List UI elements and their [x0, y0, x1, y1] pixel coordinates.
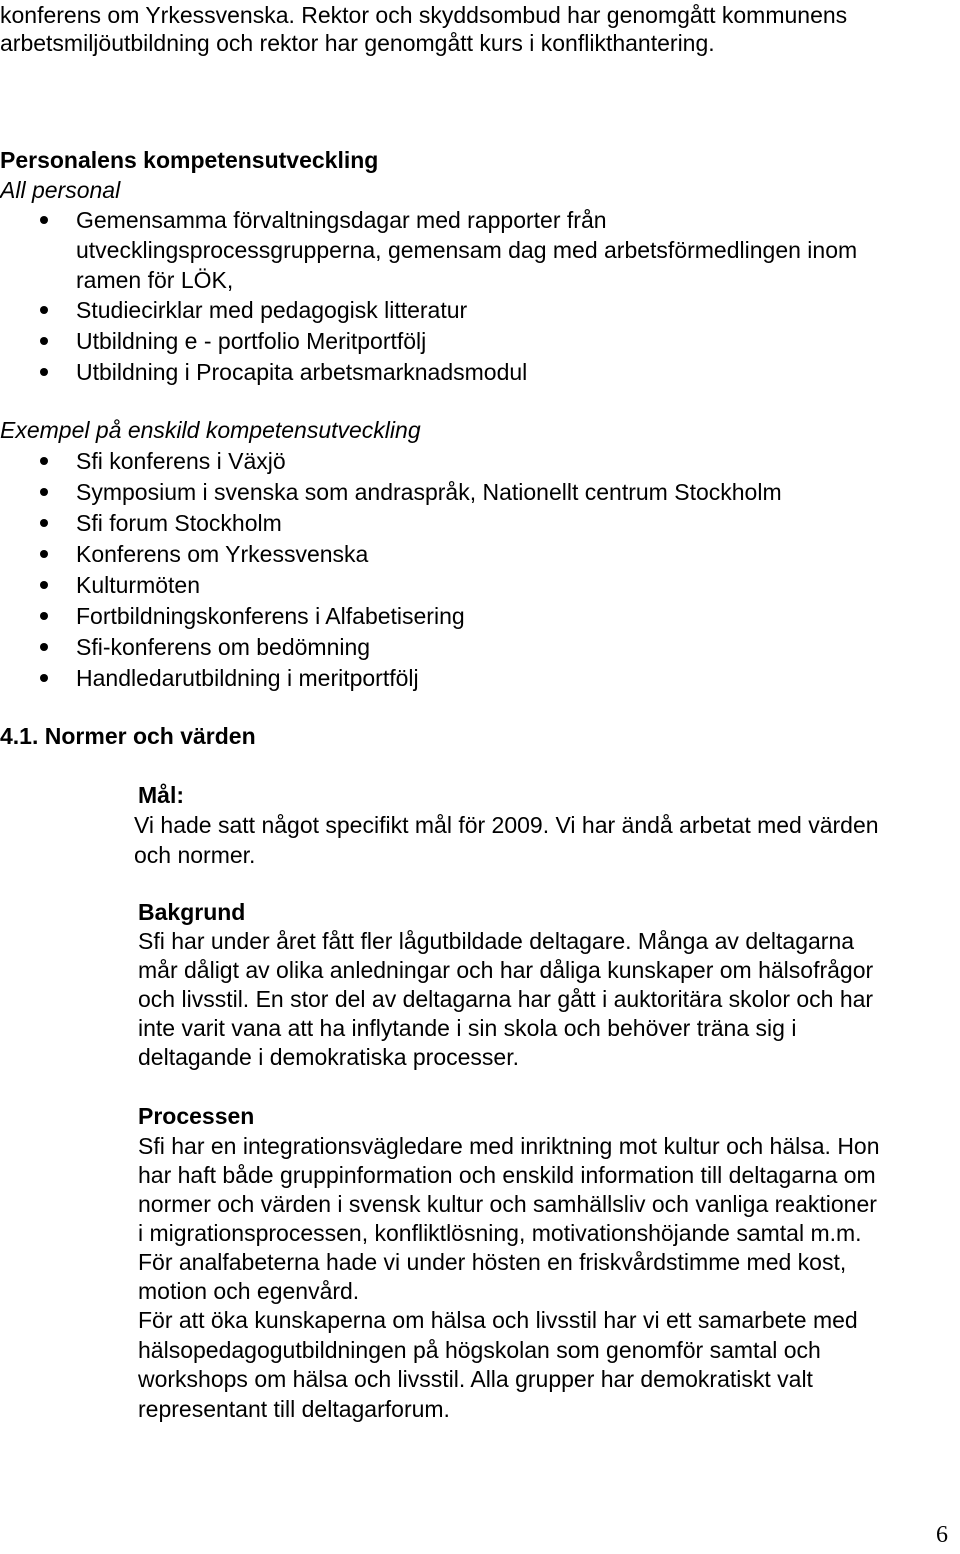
- list-item: Sfi-konferens om bedömning: [76, 634, 371, 660]
- bullet-icon: [40, 368, 48, 376]
- list-item: Fortbildningskonferens i Alfabetisering: [76, 603, 465, 629]
- process-label: Processen: [138, 1103, 255, 1129]
- list-item-continuation: ramen för LÖK,: [76, 267, 234, 293]
- goal-text-line: och normer.: [134, 842, 256, 868]
- background-text-line: deltagande i demokratiska processer.: [138, 1044, 519, 1070]
- goal-text-line: Vi hade satt något specifikt mål för 2009. Vi har ändå arbetat med värden: [134, 812, 879, 838]
- list-item: Handledarutbildning i meritportfölj: [76, 665, 419, 691]
- individual-subheading: Exempel på enskild kompetensutveckling: [0, 417, 421, 443]
- process-text-line: För analfabeterna hade vi under hösten en friskvårdstimme med kost,: [138, 1249, 847, 1275]
- background-text-line: mår dåligt av olika anledningar och har dåliga kunskaper om hälsofrågor: [138, 957, 874, 983]
- list-item: Utbildning i Procapita arbetsmarknadsmodul: [76, 359, 528, 385]
- bullet-icon: [40, 337, 48, 345]
- list-item: Gemensamma förvaltningsdagar med rapporter från: [76, 207, 607, 233]
- process-text-line: hälsopedagogutbildningen på högskolan som genomför samtal och: [138, 1337, 821, 1363]
- process-text-line: workshops om hälsa och livsstil. Alla grupper har demokratiskt valt: [138, 1366, 813, 1392]
- list-item: Konferens om Yrkessvenska: [76, 541, 369, 567]
- list-item: Sfi forum Stockholm: [76, 510, 282, 536]
- competence-heading: Personalens kompetensutveckling: [0, 147, 379, 173]
- background-text-line: Sfi har under året fått fler lågutbildade deltagare. Många av deltagarna: [138, 928, 855, 954]
- list-item: Kulturmöten: [76, 572, 201, 598]
- list-item: Utbildning e - portfolio Meritportfölj: [76, 328, 427, 354]
- bullet-icon: [40, 306, 48, 314]
- bullet-icon: [40, 550, 48, 558]
- process-text-line: representant till deltagarforum.: [138, 1396, 450, 1422]
- intro-line-2: arbetsmiljöutbildning och rektor har genomgått kurs i konflikthantering.: [0, 30, 715, 56]
- background-text-line: inte varit vana att ha inflytande i sin skola och behöver träna sig i: [138, 1015, 797, 1041]
- process-text-line: i migrationsprocessen, konfliktlösning, motivationshöjande samtal m.m.: [138, 1220, 862, 1246]
- background-label: Bakgrund: [138, 899, 246, 925]
- intro-line-1: konferens om Yrkessvenska. Rektor och skyddsombud har genomgått kommunens: [0, 2, 848, 28]
- process-text-line: motion och egenvård.: [138, 1278, 360, 1304]
- list-item: Sfi konferens i Växjö: [76, 448, 286, 474]
- list-item-continuation: utvecklingsprocessgrupperna, gemensam dag med arbetsförmedlingen inom: [76, 237, 858, 263]
- section-heading: 4.1. Normer och värden: [0, 723, 256, 749]
- page-number: 6: [936, 1522, 948, 1548]
- process-text-line: normer och värden i svensk kultur och samhällsliv och vanliga reaktioner: [138, 1191, 877, 1217]
- process-text-line: För att öka kunskaperna om hälsa och livsstil har vi ett samarbete med: [138, 1307, 858, 1333]
- bullet-icon: [40, 457, 48, 465]
- bullet-icon: [40, 519, 48, 527]
- goal-label: Mål:: [138, 782, 184, 808]
- bullet-icon: [40, 581, 48, 589]
- bullet-icon: [40, 674, 48, 682]
- all-staff-subheading: All personal: [0, 177, 121, 203]
- bullet-icon: [40, 612, 48, 620]
- bullet-icon: [40, 488, 48, 496]
- list-item: Studiecirklar med pedagogisk litteratur: [76, 297, 468, 323]
- background-text-line: och livsstil. En stor del av deltagarna har gått i auktoritära skolor och har: [138, 986, 874, 1012]
- bullet-icon: [40, 216, 48, 224]
- process-text-line: har haft både gruppinformation och enskild information till deltagarna om: [138, 1162, 876, 1188]
- list-item: Symposium i svenska som andraspråk, Nationellt centrum Stockholm: [76, 479, 782, 505]
- bullet-icon: [40, 643, 48, 651]
- process-text-line: Sfi har en integrationsvägledare med inriktning mot kultur och hälsa. Hon: [138, 1133, 880, 1159]
